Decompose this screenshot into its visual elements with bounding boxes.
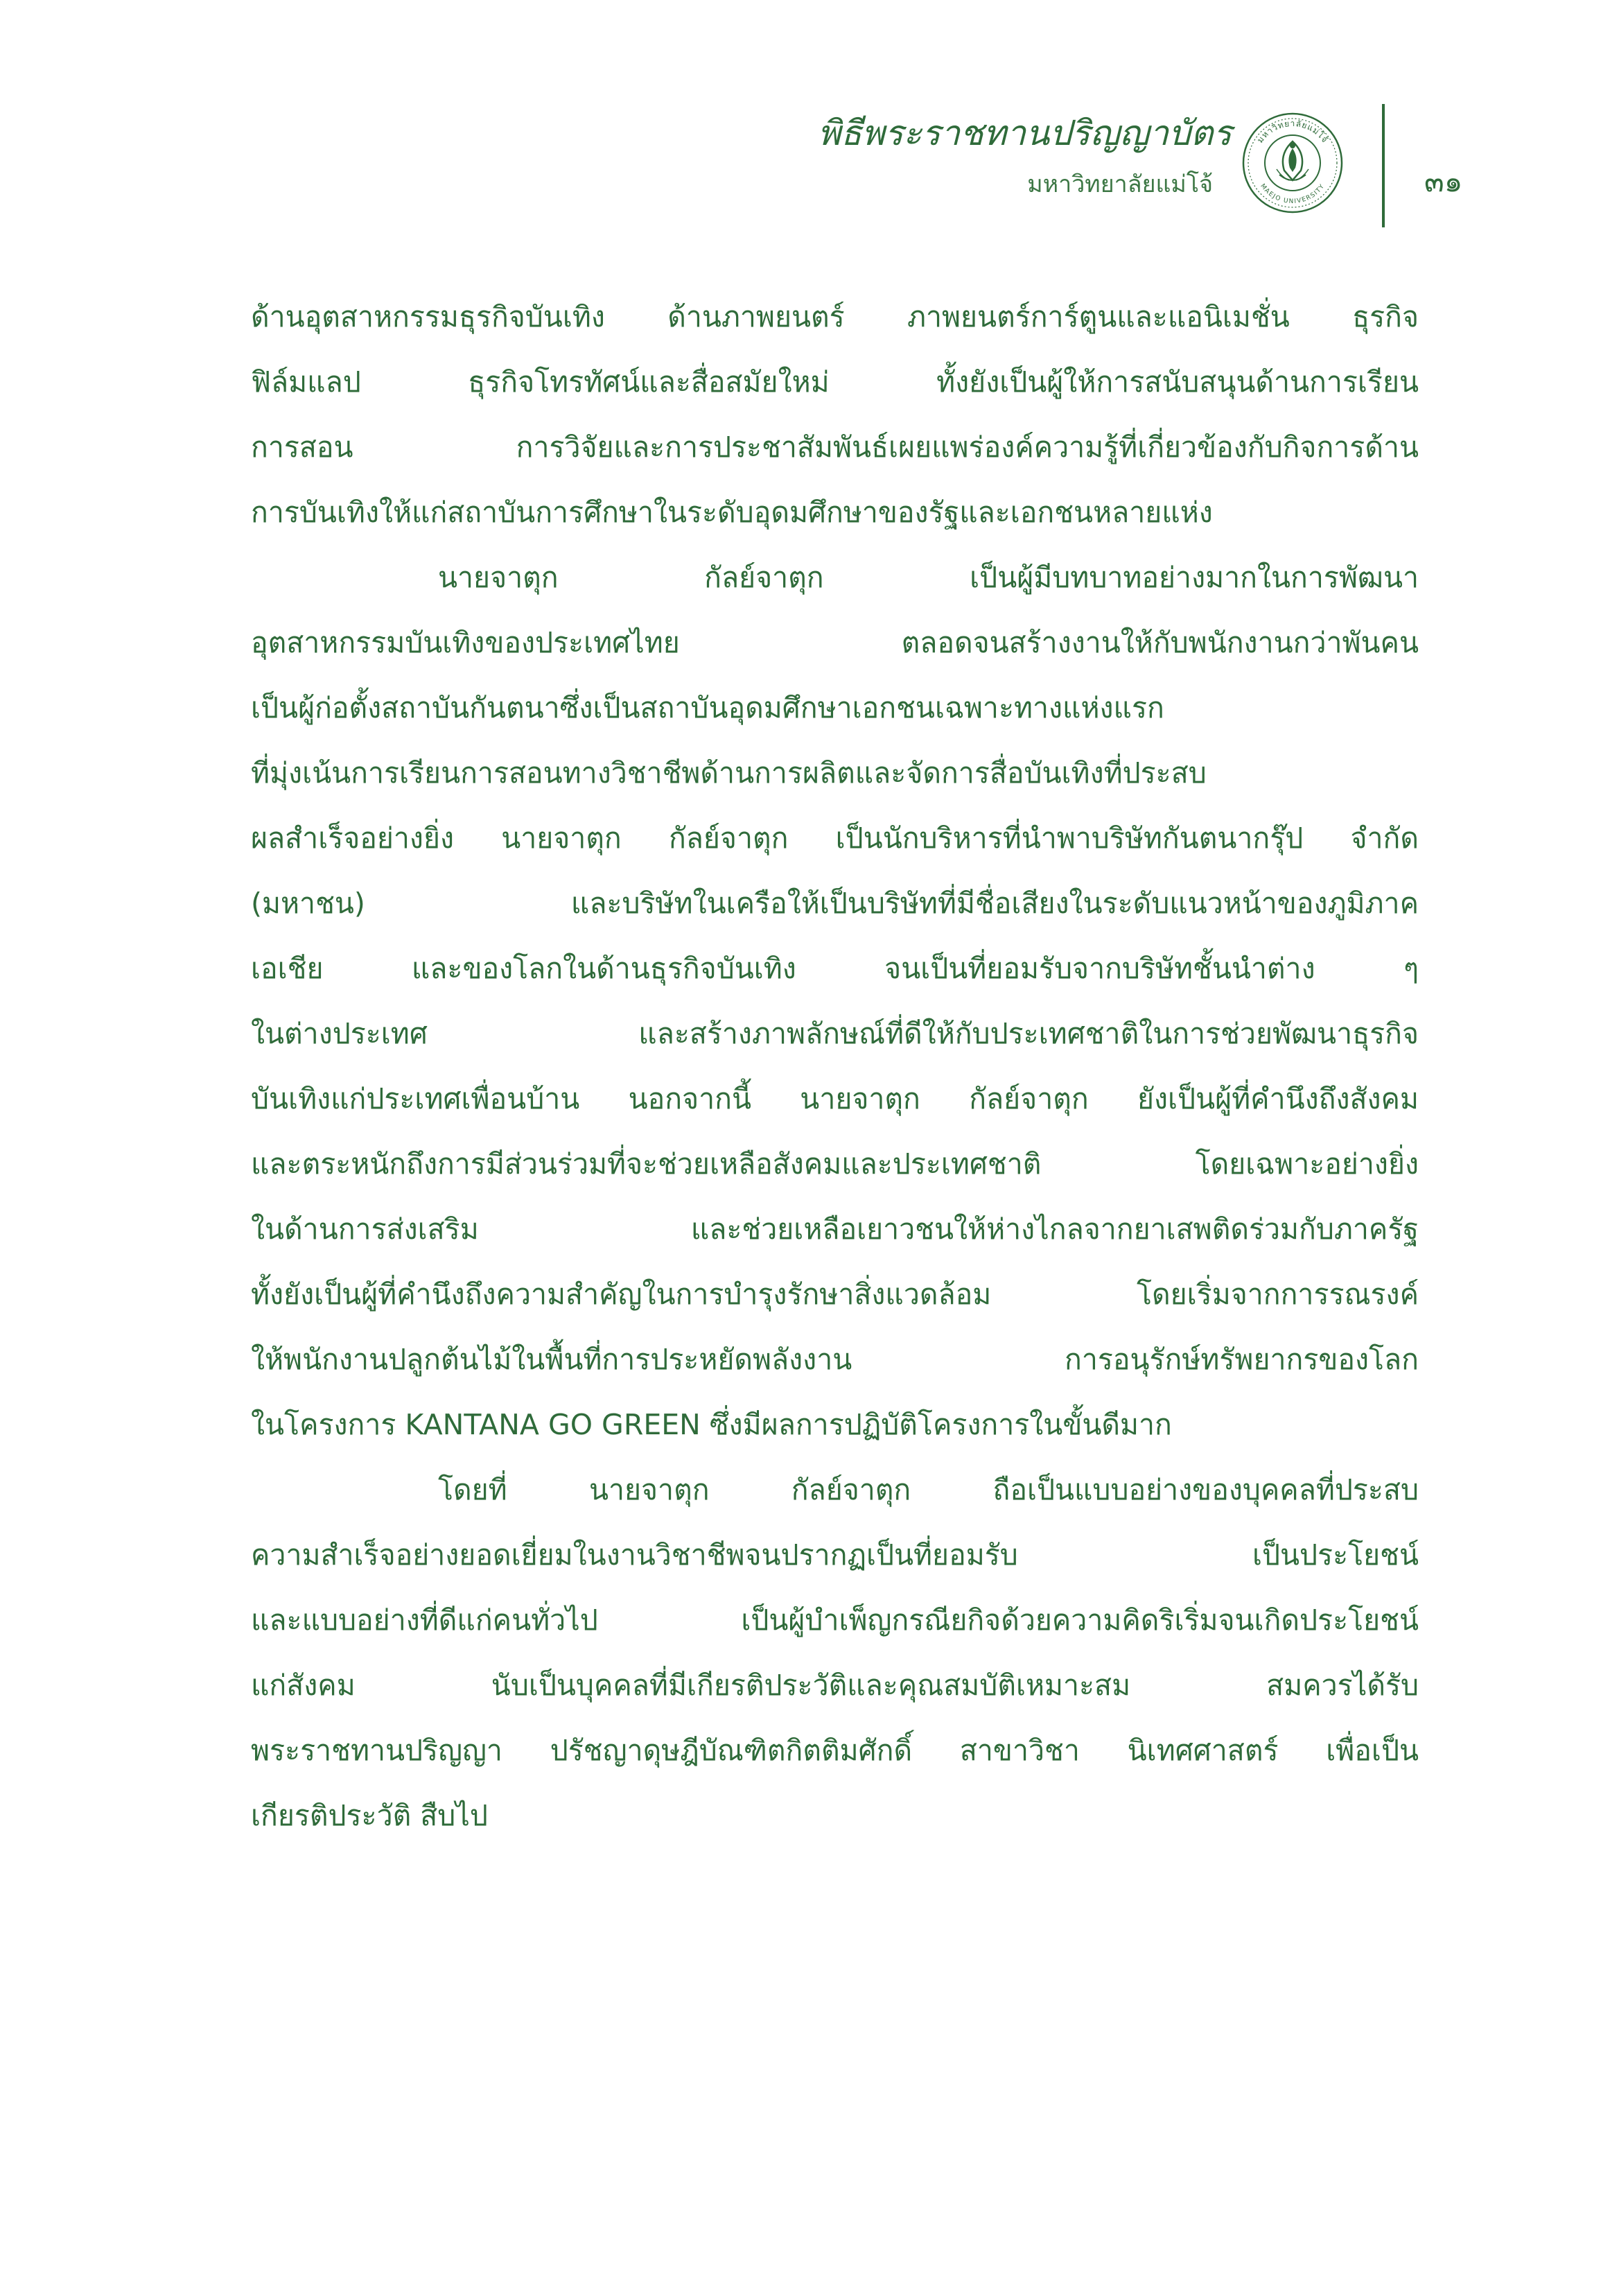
body-line: ด้านอุตสาหกรรมธุรกิจบันเทิง ด้านภาพยนตร์ ภาพยนตร์การ์ตูนและแอนิเมชั่น ธุรกิจ — [251, 300, 1419, 333]
body-line: ให้พนักงานปลูกต้นไม้ในพื้นที่การประหยัดพลังงาน การอนุรักษ์ทรัพยากรของโลก — [251, 1343, 1419, 1376]
body-line: (มหาชน) และบริษัทในเครือให้เป็นบริษัทที่มีชื่อเสียงในระดับแนวหน้าของภูมิภาค — [251, 887, 1419, 920]
body-line: แก่สังคม นับเป็นบุคคลที่มีเกียรติประวัติและคุณสมบัติเหมาะสม สมควรได้รับ — [251, 1669, 1419, 1702]
page-number: ๓๑ — [1424, 164, 1463, 198]
document-body — [251, 284, 1419, 1848]
body-line: ในด้านการส่งเสริม และช่วยเหลือเยาวชนให้ห่างไกลจากยาเสพติดร่วมกับภาครัฐ — [251, 1212, 1419, 1246]
university-name: มหาวิทยาลัยแม่โจ้ — [1027, 171, 1213, 198]
seal-text-bottom: MAEJO UNIVERSITY — [1259, 182, 1327, 206]
body-line: การสอน การวิจัยและการประชาสัมพันธ์เผยแพร่องค์ความรู้ที่เกี่ยวข้องกับกิจการด้าน — [251, 430, 1419, 464]
body-line: ฟิล์มแลป ธุรกิจโทรทัศน์และสื่อสมัยใหม่ ทั้งยังเป็นผู้ให้การสนับสนุนด้านการเรียน — [251, 365, 1419, 399]
body-line: ในโครงการ KANTANA GO GREEN ซึ่งมีผลการปฏิบัติโครงการในขั้นดีมาก — [251, 1408, 1172, 1441]
body-line: นายจาตุก กัลย์จาตุก เป็นผู้มีบทบาทอย่างมากในการพัฒนา — [438, 561, 1419, 594]
body-line: พระราชทานปริญญา ปรัชญาดุษฎีบัณฑิตกิตติมศักดิ์ สาขาวิชา นิเทศศาสตร์ เพื่อเป็น — [251, 1734, 1419, 1767]
body-line: และตระหนักถึงการมีส่วนร่วมที่จะช่วยเหลือสังคมและประเทศชาติ โดยเฉพาะอย่างยิ่ง — [251, 1147, 1419, 1181]
body-line: อุตสาหกรรมบันเทิงของประเทศไทย ตลอดจนสร้างงานให้กับพนักงานกว่าพันคน — [251, 626, 1419, 659]
body-line: และแบบอย่างที่ดีแก่คนทั่วไป เป็นผู้บำเพ็ญกรณียกิจด้วยความคิดริเริ่มจนเกิดประโยชน์ — [251, 1603, 1419, 1637]
svg-text:MAEJO UNIVERSITY — [1259, 183, 1327, 205]
body-line: ในต่างประเทศ และสร้างภาพลักษณ์ที่ดีให้กับประเทศชาติในการช่วยพัฒนาธุรกิจ — [251, 1017, 1419, 1050]
body-line: โดยที่ นายจาตุก กัลย์จาตุก ถือเป็นแบบอย่างของบุคคลที่ประสบ — [438, 1473, 1419, 1506]
body-line: เป็นผู้ก่อตั้งสถาบันกันตนาซึ่งเป็นสถาบันอุดมศึกษาเอกชนเฉพาะทางแห่งแรก — [251, 691, 1164, 724]
body-line: เอเชีย และของโลกในด้านธุรกิจบันเทิง จนเป็นที่ยอมรับจากบริษัทชั้นนำต่าง ๆ — [251, 952, 1419, 985]
header-divider — [1382, 104, 1385, 227]
body-line: การบันเทิงให้แก่สถาบันการศึกษาในระดับอุดมศึกษาของรัฐและเอกชนหลายแห่ง — [251, 496, 1213, 529]
body-line: ที่มุ่งเน้นการเรียนการสอนทางวิชาชีพด้านการผลิตและจัดการสื่อบันเทิงที่ประสบ — [251, 756, 1207, 790]
body-line: ความสำเร็จอย่างยอดเยี่ยมในงานวิชาชีพจนปรากฏเป็นที่ยอมรับ เป็นประโยชน์ — [251, 1538, 1419, 1572]
seal-text-top: มหาวิทยาลัยแม่โจ้ — [1254, 118, 1331, 145]
body-line: เกียรติประวัติ สืบไป — [251, 1799, 488, 1832]
body-line: บันเทิงแก่ประเทศเพื่อนบ้าน นอกจากนี้ นายจาตุก กัลย์จาตุก ยังเป็นผู้ที่คำนึงถึงสังคม — [251, 1082, 1419, 1115]
ceremony-title: พิธีพระราชทานปริญญาบัตร — [818, 113, 1232, 153]
body-line: ทั้งยังเป็นผู้ที่คำนึงถึงความสำคัญในการบำรุงรักษาสิ่งแวดล้อม โดยเริ่มจากการรณรงค์ — [251, 1278, 1419, 1311]
body-line: ผลสำเร็จอย่างยิ่ง นายจาตุก กัลย์จาตุก เป็นนักบริหารที่นำพาบริษัทกันตนากรุ๊ป จำกัด — [251, 821, 1419, 855]
maejo-university-seal-icon — [1241, 111, 1345, 215]
